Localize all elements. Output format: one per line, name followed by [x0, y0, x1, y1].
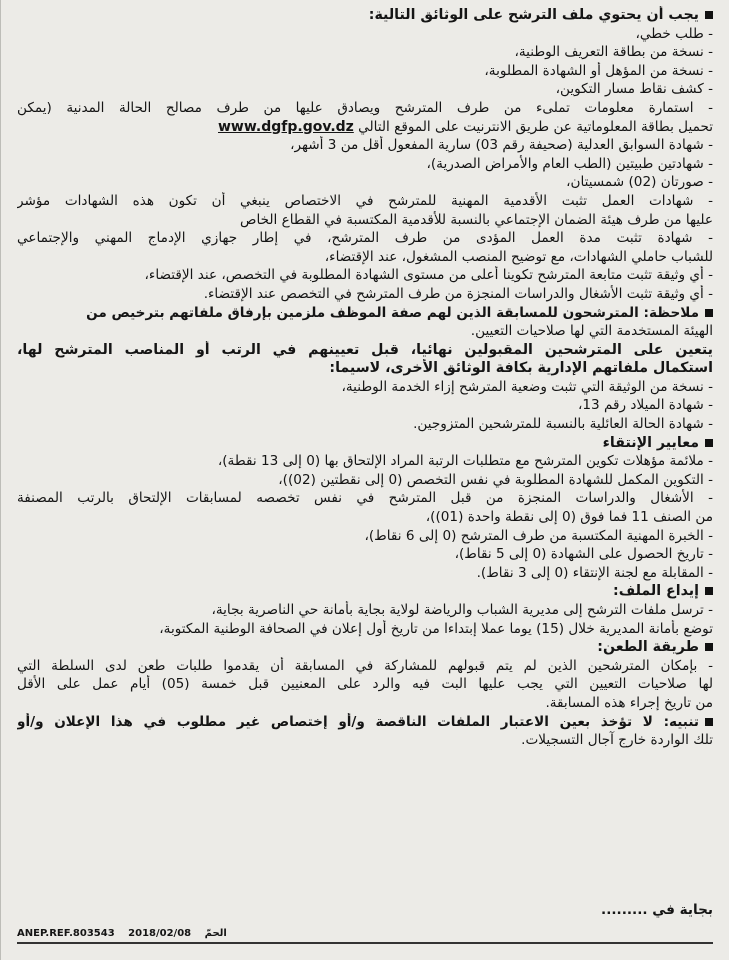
- square-bullet-icon: [705, 309, 713, 317]
- square-bullet-icon: [705, 718, 713, 726]
- line-text: طريقة الطعن:: [597, 639, 699, 656]
- text-line: [17, 80, 713, 99]
- text-line: [17, 173, 713, 192]
- line-text: - ملائمة مؤهلات تكوين المترشح مع متطلبات الرتبة المراد الإلتحاق بها (0 إلى 13 نقطة)،: [217, 453, 713, 470]
- text-line: [17, 229, 713, 248]
- text-line: [17, 731, 713, 750]
- text-line: [17, 527, 713, 546]
- text-line: [17, 694, 713, 713]
- text-line: [17, 248, 713, 267]
- text-line: [17, 25, 713, 44]
- line-text: - شهادة الميلاد رقم 13،: [577, 397, 713, 414]
- text-line: [17, 396, 713, 415]
- line-text: - شهادة تثبت مدة العمل المؤدى من طرف المترشح، في إطار جهازي الإدماج المهني والإجتماعي: [17, 230, 713, 247]
- line-text: توضع بأمانة المديرية خلال (15) يوما عملا إبتداءا من تاريخ أول إعلان في الصحافة الوطنية المكتوبة،: [159, 620, 713, 637]
- line-text: - شهادتين طبيتين (الطب العام والأمراض الصدرية)،: [426, 155, 713, 172]
- text-line: [17, 136, 713, 155]
- line-text: - استمارة معلومات تملىء من طرف المترشح ويصادق عليها من طرف مصالح الحالة المدنية (يمكن: [17, 99, 713, 116]
- line-text: استكمال ملفاتهم الإدارية بكافة الوثائق الأخرى، لاسيما:: [329, 360, 713, 377]
- text-line: [17, 489, 713, 508]
- text-line: [17, 62, 713, 81]
- text-line: [17, 415, 713, 434]
- text-line: [17, 713, 713, 732]
- text-line: [17, 341, 713, 360]
- line-text: - شهادة الحالة العائلية بالنسبة للمترشحين المتزوجين.: [413, 416, 713, 433]
- square-bullet-icon: [705, 439, 713, 447]
- line-text: من تاريخ إجراء هذه المسابقة.: [545, 694, 713, 711]
- text-line: [17, 452, 713, 471]
- text-line: [17, 118, 713, 137]
- text-line: [17, 359, 713, 378]
- line-text: الهيئة المستخدمة التي لها صلاحيات التعيين.: [470, 323, 713, 340]
- line-text: يجب أن يحتوي ملف الترشح على الوثائق التالية:: [368, 7, 699, 23]
- text-line: [17, 601, 713, 620]
- line-text: للشباب حاملي الشهادات، مع توضيح المنصب المشغول، عند الإقتضاء،: [324, 248, 713, 265]
- square-bullet-icon: [705, 587, 713, 595]
- line-text: - شهادات العمل تثبت الأقدمية المهنية للمترشح في الاختصاص ينبغي أن تكون هذه الشهادات مؤشر: [17, 192, 713, 209]
- text-line: [17, 322, 713, 341]
- line-text: - بإمكان المترشحين الذين لم يتم قبولهم للمشاركة في المسابقة أن يقدموا طلبات طعن لدى السلطة التي: [17, 657, 713, 674]
- footer: [17, 902, 713, 942]
- line-text: - نسخة من الوثيقة التي تثبت وضعية المترشح إزاء الخدمة الوطنية،: [341, 378, 713, 395]
- text-line: [17, 675, 713, 694]
- text-line: [17, 155, 713, 174]
- line-text: لها صلاحيات التعيين التي يجب عليها البت فيه والرد على المعنيين قبل خمسة (05) أيام عمل على الأقل: [17, 676, 713, 693]
- reference-line: [17, 928, 237, 939]
- line-text: تلك الواردة خارج آجال التسجيلات.: [521, 732, 713, 749]
- line-text: - نسخة من بطاقة التعريف الوطنية،: [514, 44, 713, 61]
- text-line: [17, 285, 713, 304]
- line-text: معايير الإنتقاء: [602, 434, 699, 451]
- text-line: [17, 508, 713, 527]
- text-line: [17, 638, 713, 657]
- place-and-date-line: بجاية في .........: [601, 902, 713, 918]
- square-bullet-icon: [705, 643, 713, 651]
- line-text: - الخبرة المهنية المكتسبة من طرف المترشح (0 إلى 6 نقاط)،: [364, 527, 713, 544]
- text-line: [17, 620, 713, 639]
- line-text: إيداع الملف:: [613, 583, 699, 600]
- website-url: www.dgfp.gov.dz: [218, 118, 354, 135]
- line-text: تحميل بطاقة المعلوماتية عن طريق الانترنيت على الموقع التالي: [358, 118, 713, 135]
- line-text: تنبيه: لا تؤخذ بعين الاعتبار الملفات الناقصة و/أو إختصاص غير مطلوب في هذا الإعلان و/أو: [17, 713, 699, 730]
- text-line: [17, 211, 713, 230]
- line-text: - الأشغال والدراسات المنجزة من قبل المترشح في نفس تخصصه لمسابقات الإلتحاق بالرتب المصنفة: [17, 490, 713, 507]
- publication-date: 2018/02/08: [128, 928, 192, 939]
- line-text: - أي وثيقة تثبت الأشغال والدراسات المنجزة من طرف المترشح في التخصص عند الإقتضاء.: [203, 285, 713, 302]
- line-text: - أي وثيقة تثبت متابعة المترشح تكوينا أعلى من مستوى الشهادة المطلوبة في التخصص، عند الإقتضاء،: [144, 267, 713, 284]
- bottom-rule: [17, 942, 713, 944]
- text-line: [17, 471, 713, 490]
- text-line: [17, 266, 713, 285]
- text-line: [17, 564, 713, 583]
- text-line: [17, 582, 713, 601]
- newspaper-name: الحمّ: [204, 928, 227, 939]
- text-line: [17, 192, 713, 211]
- line-text: - نسخة من المؤهل أو الشهادة المطلوبة،: [484, 62, 713, 79]
- line-text: عليها من طرف هيئة الضمان الإجتماعي بالنسبة للأقدمية المكتسبة في القطاع الخاص: [240, 211, 713, 228]
- line-text: - طلب خطي،: [635, 25, 713, 42]
- line-text: - كشف نقاط مسار التكوين،: [555, 81, 713, 98]
- line-text: - شهادة السوابق العدلية (صحيفة رقم 03) سارية المفعول أقل من 3 أشهر،: [290, 137, 713, 154]
- text-line: [17, 6, 713, 25]
- text-line: [17, 434, 713, 453]
- line-text: - صورتان (02) شمسيتان،: [566, 174, 713, 191]
- reference-number: ANEP.REF.803543: [17, 928, 115, 939]
- text-line: [17, 99, 713, 118]
- line-text: - المقابلة مع لجنة الإنتقاء (0 إلى 3 نقاط).: [476, 564, 713, 581]
- line-text: - ترسل ملفات الترشح إلى مديرية الشباب والرياضة لولاية بجاية بأمانة حي الناصرية بجاية،: [211, 602, 713, 618]
- text-line: [17, 378, 713, 397]
- line-text: من الصنف 11 فما فوق (0 إلى نقطة واحدة (01))،: [425, 509, 713, 526]
- announcement-body: [17, 6, 713, 750]
- text-line: [17, 657, 713, 676]
- line-text: يتعين على المترشحين المقبولين نهائيا، قبل تعيينهم في الرتب أو المناصب المترشح لها،: [17, 341, 713, 358]
- line-text: - تاريخ الحصول على الشهادة (0 إلى 5 نقاط)،: [454, 546, 713, 563]
- text-line: [17, 43, 713, 62]
- line-text: - التكوين المكمل للشهادة المطلوبة في نفس التخصص (0 إلى نقطتين (02))،: [278, 471, 713, 488]
- text-line: [17, 304, 713, 323]
- line-text: ملاحظة: المترشحون للمسابقة الذين لهم صفة الموظف ملزمين بإرفاق ملفاتهم بترخيص من: [86, 304, 699, 321]
- text-line: [17, 545, 713, 564]
- square-bullet-icon: [705, 11, 713, 19]
